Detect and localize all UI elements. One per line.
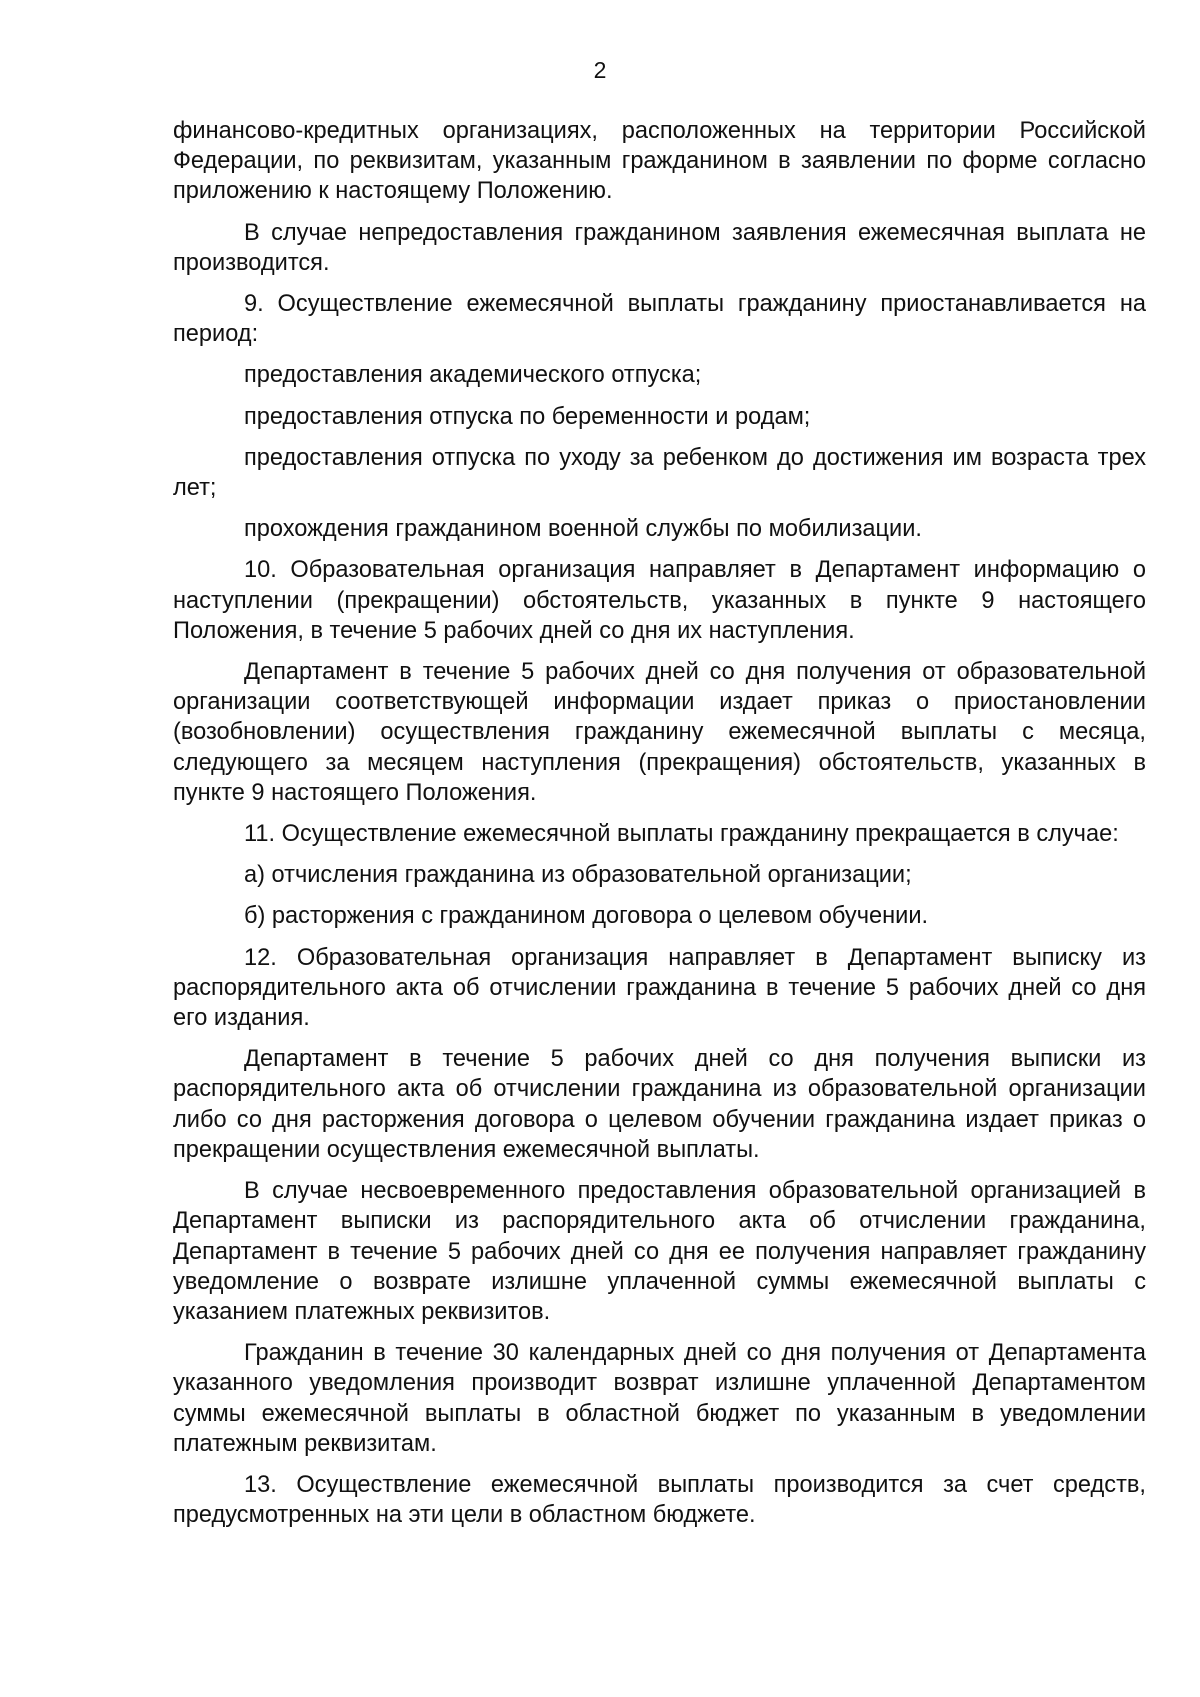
list-item-academic-leave: предоставления академического отпуска; xyxy=(244,362,702,389)
paragraph-department-termination-order: Департамент в течение 5 рабочих дней со дня получения выписки из распорядительного акта об отчислении гражданина из образовательной организации либо со дня расторжения договора о целевом обучении гражданина издает приказ о прекращении осуществления ежемесячной выплаты. xyxy=(173,1046,1146,1163)
page-number: 2 xyxy=(593,57,607,83)
paragraph-item-13: 13. Осуществление ежемесячной выплаты производится за счет средств, предусмотренных на эти цели в областном бюджете. xyxy=(173,1471,1146,1529)
paragraph-continuation: финансово-кредитных организациях, расположенных на территории Российской Федерации, по реквизитам, указанным гражданином в заявлении по форме согласно приложению к настоящему Положению. xyxy=(173,118,1146,205)
list-item-childcare-leave: предоставления отпуска по уходу за ребенком до достижения им возраста трех лет; xyxy=(173,444,1146,502)
list-item-maternity-leave: предоставления отпуска по беременности и родам; xyxy=(244,403,811,430)
paragraph-item-9: 9. Осуществление ежемесячной выплаты гражданину приостанавливается на период: xyxy=(173,291,1146,348)
paragraph-item-12: 12. Образовательная организация направляет в Департамент выписку из распорядительного акта об отчислении гражданина в течение 5 рабочих дней со дня его издания. xyxy=(173,944,1146,1032)
list-item-expulsion: а) отчисления гражданина из образовательной организации; xyxy=(244,862,912,889)
paragraph-refund: Гражданин в течение 30 календарных дней со дня получения от Департамента указанного уведомления производит возврат излишне уплаченной Департаментом суммы ежемесячной выплаты в областной бюджет по указанным в уведомлении платежным реквизитам. xyxy=(173,1340,1146,1457)
paragraph-no-application: В случае непредоставления гражданином заявления ежемесячная выплата не производится. xyxy=(173,219,1146,276)
paragraph-item-10: 10. Образовательная организация направляет в Департамент информацию о наступлении (прекращении) обстоятельств, указанных в пункте 9 настоящего Положения, в течение 5 рабочих дней со дня их наступления. xyxy=(173,557,1146,644)
document-body xyxy=(173,116,1146,1541)
list-item-contract-termination: б) расторжения с гражданином договора о целевом обучении. xyxy=(244,903,929,930)
paragraph-department-suspension-order: Департамент в течение 5 рабочих дней со дня получения от образовательной организации соответствующей информации издает приказ о приостановлении (возобновлении) осуществления гражданину ежемесячной выплаты с месяца, следующего за месяцем наступления (прекращения) обстоятельств, указанных в пункте 9 настоящего Положения. xyxy=(173,659,1146,806)
paragraph-late-submission: В случае несвоевременного предоставления образовательной организацией в Департамент выписки из распорядительного акта об отчислении гражданина, Департамент в течение 5 рабочих дней со дня ее получения направляет гражданину уведомление о возврате излишне уплаченной суммы ежемесячной выплаты с указанием платежных реквизитов. xyxy=(173,1178,1146,1325)
paragraph-item-11: 11. Осуществление ежемесячной выплаты гражданину прекращается в случае: xyxy=(244,821,1119,848)
list-item-military-service: прохождения гражданином военной службы по мобилизации. xyxy=(244,516,922,543)
